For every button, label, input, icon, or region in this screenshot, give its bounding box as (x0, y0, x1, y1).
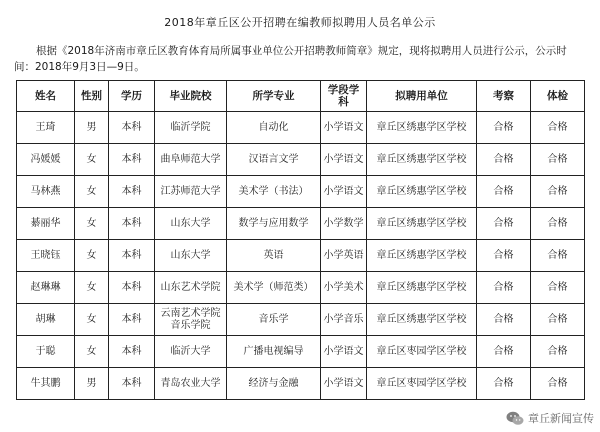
cell-subject: 小学语文 (321, 368, 367, 400)
cell-unit: 章丘区绣惠学区学校 (367, 272, 477, 304)
cell-gender: 女 (75, 176, 109, 208)
cell-name: 牛其鹏 (17, 368, 75, 400)
cell-subject: 小学语文 (321, 112, 367, 144)
cell-medical: 合格 (531, 112, 585, 144)
cell-subject: 小学语文 (321, 336, 367, 368)
header-school: 毕业院校 (155, 81, 227, 112)
cell-unit: 章丘区绣惠学区学校 (367, 144, 477, 176)
cell-medical: 合格 (531, 304, 585, 336)
cell-school: 江苏师范大学 (155, 176, 227, 208)
watermark (506, 410, 594, 426)
candidate-table (16, 80, 585, 400)
cell-major: 广播电视编导 (227, 336, 321, 368)
cell-unit: 章丘区绣惠学区学校 (367, 176, 477, 208)
cell-school: 山东大学 (155, 208, 227, 240)
wechat-icon (506, 411, 524, 426)
table-header-row (17, 81, 585, 112)
cell-medical: 合格 (531, 336, 585, 368)
cell-major: 音乐学 (227, 304, 321, 336)
cell-medical: 合格 (531, 240, 585, 272)
cell-unit: 章丘区枣园学区学校 (367, 336, 477, 368)
cell-inspection: 合格 (477, 336, 531, 368)
header-name: 姓名 (17, 81, 75, 112)
cell-major: 汉语言文学 (227, 144, 321, 176)
cell-gender: 女 (75, 208, 109, 240)
cell-name: 冯媛媛 (17, 144, 75, 176)
cell-major: 美术学（师范类） (227, 272, 321, 304)
table-row (17, 368, 585, 400)
document-title: 2018年章丘区公开招聘在编教师拟聘用人员名单公示 (164, 16, 436, 29)
cell-education: 本科 (109, 336, 155, 368)
cell-education: 本科 (109, 240, 155, 272)
header-subject: 学段学科 (321, 81, 367, 112)
table-row (17, 112, 585, 144)
cell-gender: 女 (75, 336, 109, 368)
cell-education: 本科 (109, 144, 155, 176)
table-row (17, 304, 585, 336)
announcement-intro: 根据《2018年济南市章丘区教育体育局所属事业单位公开招聘教师简章》规定，现将拟聘用人员进行公示，公示时间：2018年9月3日—9日。 (14, 45, 567, 73)
table-row (17, 336, 585, 368)
cell-name: 王琦 (17, 112, 75, 144)
cell-name: 赵琳琳 (17, 272, 75, 304)
cell-education: 本科 (109, 176, 155, 208)
cell-unit: 章丘区绣惠学区学校 (367, 208, 477, 240)
cell-gender: 女 (75, 240, 109, 272)
cell-unit: 章丘区枣园学区学校 (367, 368, 477, 400)
cell-medical: 合格 (531, 176, 585, 208)
cell-major: 数学与应用数学 (227, 208, 321, 240)
cell-name: 于聪 (17, 336, 75, 368)
cell-subject: 小学数学 (321, 208, 367, 240)
cell-gender: 女 (75, 144, 109, 176)
cell-name: 王晓钰 (17, 240, 75, 272)
table-row (17, 144, 585, 176)
header-unit: 拟聘用单位 (367, 81, 477, 112)
header-medical: 体检 (531, 81, 585, 112)
cell-inspection: 合格 (477, 176, 531, 208)
cell-school: 山东艺术学院 (155, 272, 227, 304)
cell-inspection: 合格 (477, 304, 531, 336)
cell-subject: 小学语文 (321, 176, 367, 208)
cell-inspection: 合格 (477, 112, 531, 144)
cell-school: 青岛农业大学 (155, 368, 227, 400)
cell-name: 马林燕 (17, 176, 75, 208)
cell-medical: 合格 (531, 272, 585, 304)
cell-inspection: 合格 (477, 240, 531, 272)
watermark-text: 章丘新闻宣传 (528, 412, 594, 425)
cell-medical: 合格 (531, 368, 585, 400)
cell-school: 临沂学院 (155, 112, 227, 144)
cell-education: 本科 (109, 112, 155, 144)
header-gender: 性别 (75, 81, 109, 112)
cell-education: 本科 (109, 304, 155, 336)
cell-subject: 小学音乐 (321, 304, 367, 336)
cell-school: 临沂大学 (155, 336, 227, 368)
cell-subject: 小学英语 (321, 240, 367, 272)
cell-name: 胡琳 (17, 304, 75, 336)
cell-major: 英语 (227, 240, 321, 272)
cell-subject: 小学语文 (321, 144, 367, 176)
cell-education: 本科 (109, 368, 155, 400)
cell-major: 经济与金融 (227, 368, 321, 400)
cell-medical: 合格 (531, 208, 585, 240)
cell-subject: 小学美术 (321, 272, 367, 304)
cell-unit: 章丘区绣惠学区学校 (367, 112, 477, 144)
table-row (17, 240, 585, 272)
cell-education: 本科 (109, 272, 155, 304)
header-education: 学历 (109, 81, 155, 112)
header-major: 所学专业 (227, 81, 321, 112)
cell-gender: 女 (75, 304, 109, 336)
cell-gender: 男 (75, 112, 109, 144)
cell-major: 自动化 (227, 112, 321, 144)
cell-gender: 女 (75, 272, 109, 304)
cell-school: 山东大学 (155, 240, 227, 272)
cell-education: 本科 (109, 208, 155, 240)
cell-inspection: 合格 (477, 208, 531, 240)
cell-unit: 章丘区绣惠学区学校 (367, 304, 477, 336)
table-row (17, 272, 585, 304)
cell-unit: 章丘区绣惠学区学校 (367, 240, 477, 272)
header-inspection: 考察 (477, 81, 531, 112)
cell-school: 云南艺术学院音乐学院 (155, 304, 227, 336)
cell-gender: 男 (75, 368, 109, 400)
table-row (17, 176, 585, 208)
cell-medical: 合格 (531, 144, 585, 176)
table-row (17, 208, 585, 240)
cell-school: 曲阜师范大学 (155, 144, 227, 176)
cell-inspection: 合格 (477, 272, 531, 304)
cell-name: 綦丽华 (17, 208, 75, 240)
cell-major: 美术学（书法） (227, 176, 321, 208)
cell-inspection: 合格 (477, 368, 531, 400)
cell-inspection: 合格 (477, 144, 531, 176)
